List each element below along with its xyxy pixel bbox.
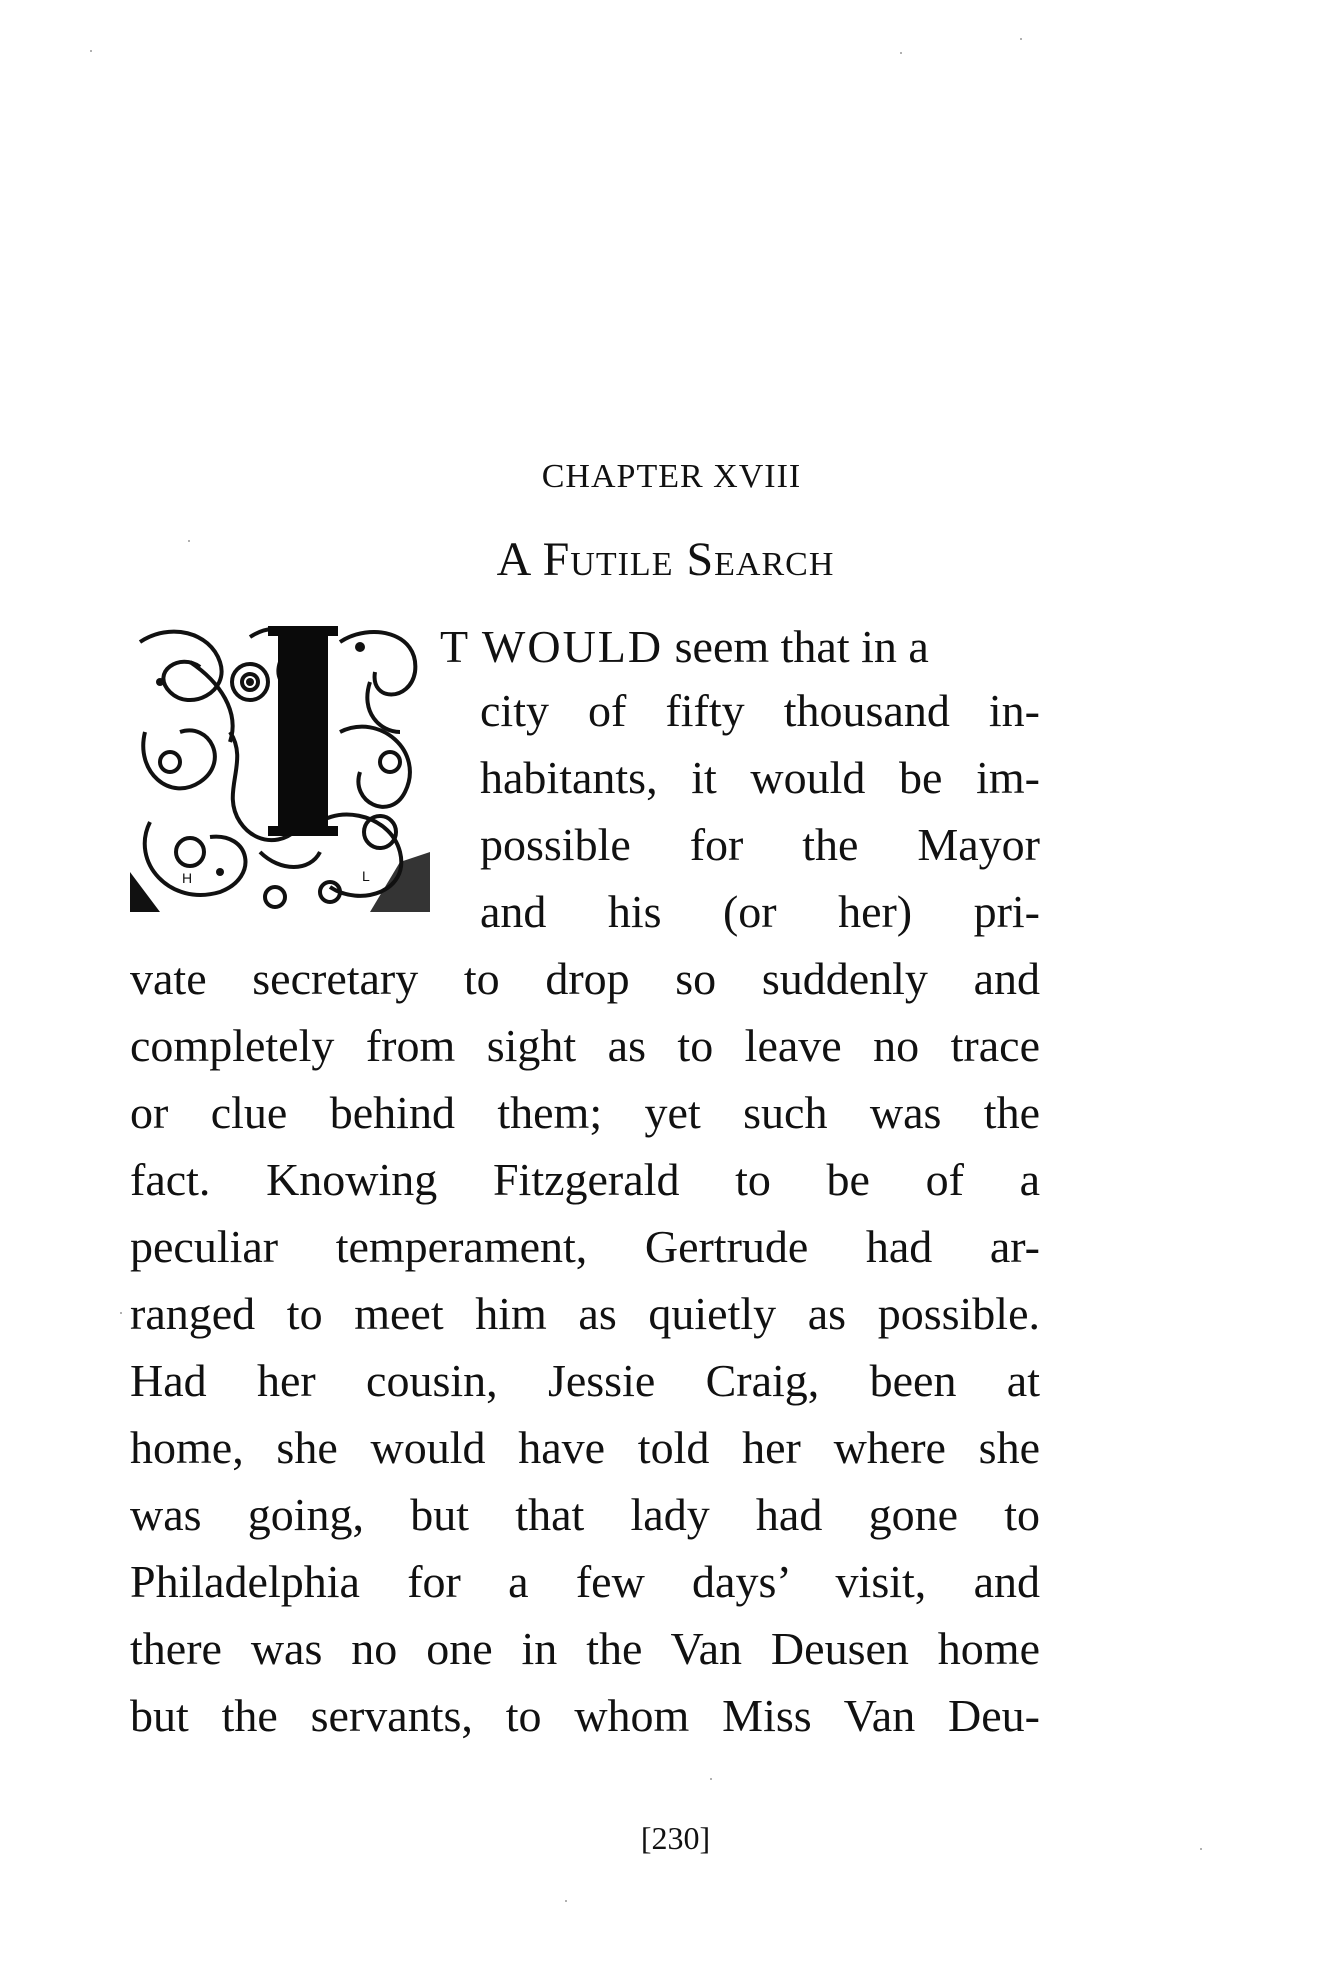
text-line: Had her cousin, Jessie Craig, been at <box>130 1355 1040 1406</box>
text-line: and his (or her) pri- <box>480 886 1040 937</box>
page-number: [230] <box>640 1820 711 1856</box>
text-line: possible for the Mayor <box>480 819 1040 870</box>
monogram-left: H <box>182 870 193 886</box>
scan-speck <box>1020 38 1022 40</box>
text-line: or clue behind them; yet such was the <box>130 1087 1040 1138</box>
scan-speck <box>710 1778 712 1780</box>
text-line: vate secretary to drop so suddenly and <box>130 953 1040 1004</box>
text-line: Philadelphia for a few days’ visit, and <box>130 1556 1040 1607</box>
scan-speck <box>90 50 92 52</box>
opening-caps: T WOULD <box>440 621 664 672</box>
monogram-right: L <box>362 868 370 884</box>
scan-speck <box>565 1900 567 1902</box>
text-line: completely from sight as to leave no trace <box>130 1020 1040 1071</box>
ornamental-drop-cap <box>130 622 430 912</box>
chapter-number: CHAPTER XVIII <box>541 458 802 495</box>
text-line: city of fifty thousand in- <box>480 685 1040 736</box>
text-line: was going, but that lady had gone to <box>130 1489 1040 1540</box>
text-line: fact. Knowing Fitzgerald to be of a <box>130 1154 1040 1205</box>
text-line: but the servants, to whom Miss Van Deu- <box>130 1690 1040 1741</box>
text-line: habitants, it would be im- <box>480 752 1040 803</box>
opening-rest: seem that in a <box>663 621 929 672</box>
text-line: there was no one in the Van Deusen home <box>130 1623 1040 1674</box>
text-line: ranged to meet him as quietly as possible. <box>130 1288 1040 1339</box>
scan-speck <box>188 540 190 542</box>
scan-speck <box>120 1312 122 1314</box>
chapter-title: A Futile Search <box>496 533 835 586</box>
text-line: peculiar temperament, Gertrude had ar- <box>130 1221 1040 1272</box>
text-line: home, she would have told her where she <box>130 1422 1040 1473</box>
scan-speck <box>900 52 902 54</box>
opening-line <box>440 620 929 673</box>
scan-speck <box>1200 1848 1202 1850</box>
